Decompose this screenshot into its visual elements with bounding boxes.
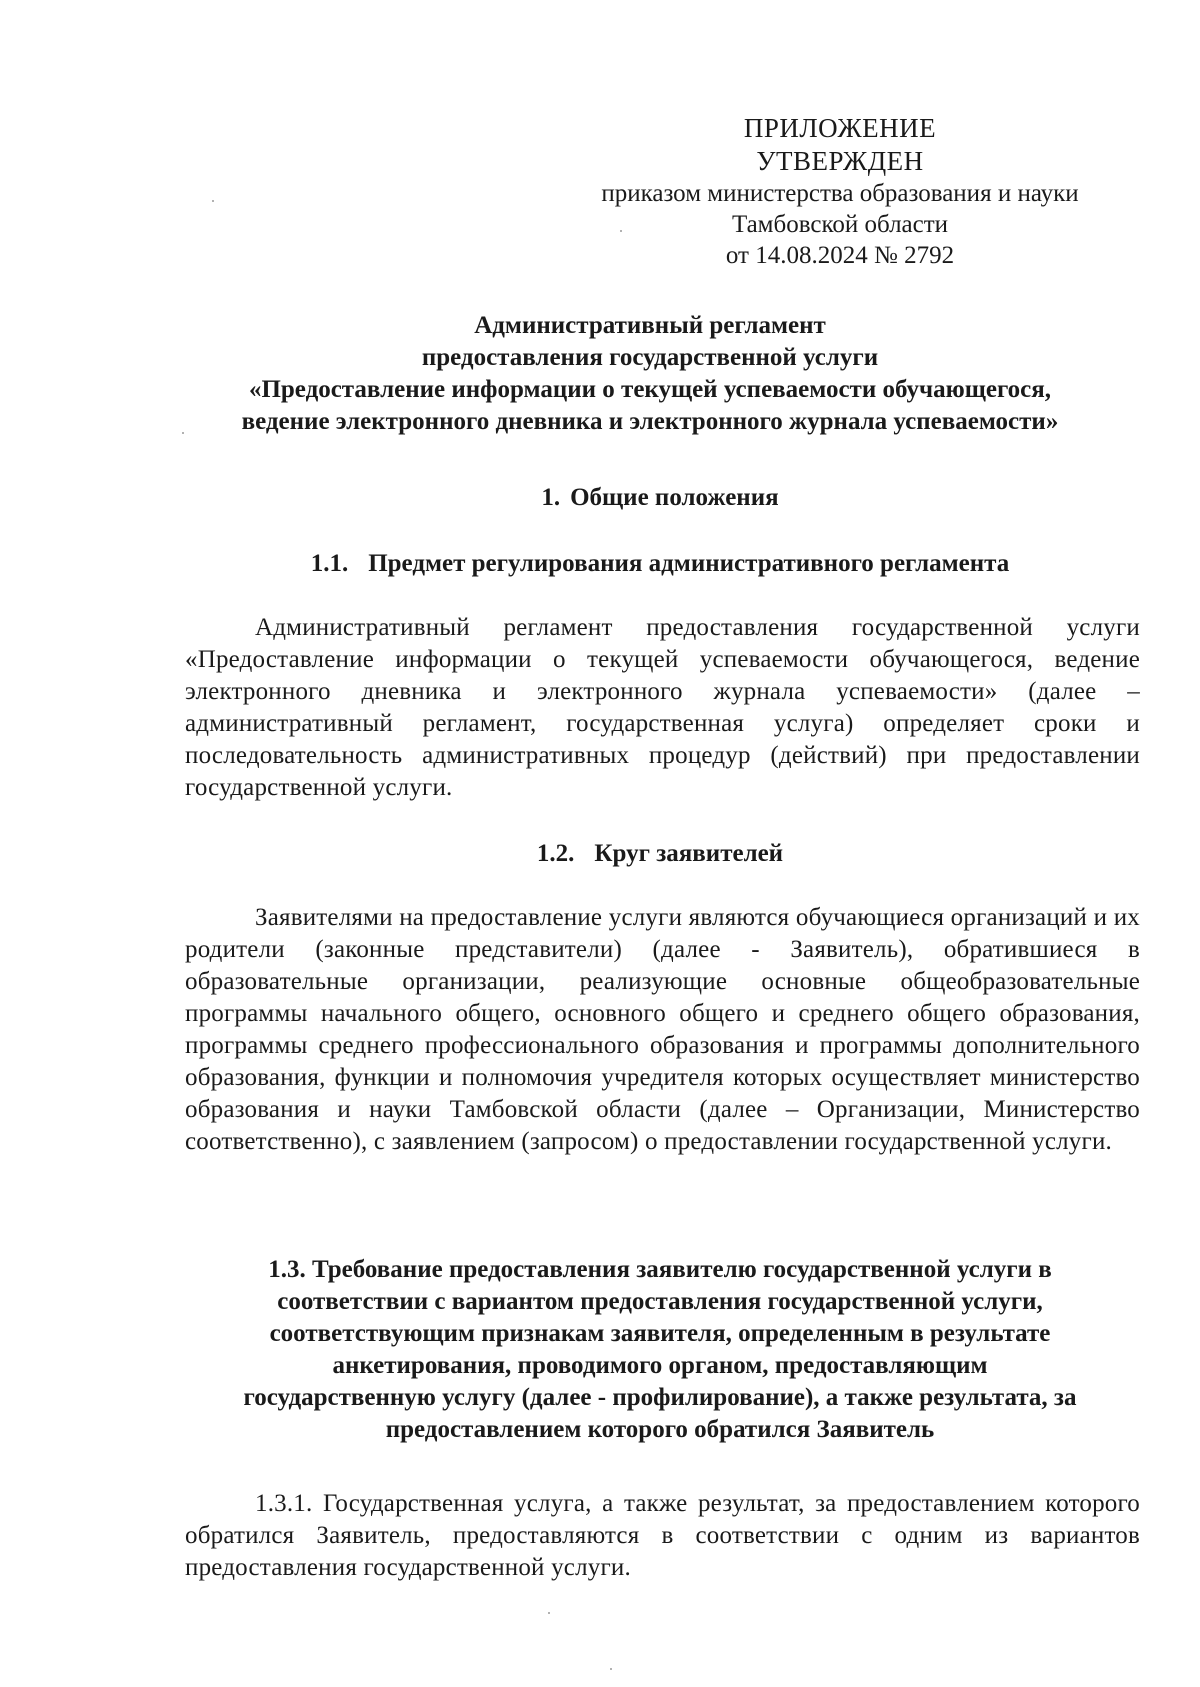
section-1-3-1-paragraph: 1.3.1. Государственная услуга, а также результат, за предоставлением которого обратился Заявитель, предоставляются в соответствии с одним из вариантов предоставления государственной услуги.: [185, 1490, 1140, 1581]
title-line: предоставления государственной услуги: [421, 344, 879, 371]
heading-line: предоставлением которого обратился Заявитель: [385, 1416, 935, 1443]
section-number: 1.1.: [310, 550, 349, 577]
section-title: Круг заявителей: [594, 840, 784, 867]
scan-speck: [610, 1668, 612, 1670]
approved-label: УТВЕРЖДЕН: [756, 146, 924, 176]
title-line: «Предоставление информации о текущей успеваемости обучающегося,: [248, 376, 1052, 403]
scan-speck: [212, 200, 214, 202]
approval-order-line: приказом министерства образования и науки: [601, 180, 1079, 207]
section-1-1-heading: [185, 548, 1135, 580]
section-title: Предмет регулирования административного регламента: [368, 550, 1010, 577]
section-1-2-paragraph: Заявителями на предоставление услуги являются обучающиеся организаций и их родители (законные представители) (далее - Заявитель), обратившиеся в образовательные организации, реализующие основные общеобразовательные программы начального общего, основного общего и среднего общего образования, программы среднего профессионального образования и программы дополнительного образования, функции и полномочия учредителя которых осуществляет министерство образования и науки Тамбовской области (далее – Организации, Министерство соответственно), с заявлением (запросом) о предоставлении государственной услуги.: [185, 904, 1140, 1155]
scan-speck: [182, 432, 184, 434]
scan-speck: [620, 230, 622, 232]
document-title: [150, 310, 1150, 438]
scan-speck: [548, 1612, 550, 1614]
section-1-3-heading: [170, 1254, 1150, 1446]
approval-region-line: Тамбовской области: [731, 211, 949, 238]
approval-block: [560, 112, 1120, 271]
appendix-label: ПРИЛОЖЕНИЕ: [743, 113, 937, 143]
section-title: Общие положения: [570, 484, 779, 511]
heading-line: соответствии с вариантом предоставления государственной услуги,: [277, 1288, 1043, 1315]
approval-date-number: от 14.08.2024 № 2792: [725, 242, 955, 269]
section-number: 1.: [541, 484, 561, 511]
heading-line: государственную услугу (далее - профилирование), а также результата, за: [243, 1384, 1077, 1411]
section-number: 1.2.: [536, 840, 575, 867]
heading-line: анкетирования, проводимого органом, предоставляющим: [332, 1352, 988, 1379]
section-1-1-paragraph: Административный регламент предоставления государственной услуги «Предоставление информации о текущей успеваемости обучающегося, ведение электронного дневника и электронного журнала успеваемости» (далее – административный регламент, государственная услуга) определяет сроки и последовательность административных процедур (действий) при предоставлении государственной услуги.: [185, 614, 1140, 801]
title-line: ведение электронного дневника и электронного журнала успеваемости»: [241, 408, 1059, 435]
section-1-heading: [400, 482, 920, 514]
heading-line: соответствующим признакам заявителя, определенным в результате: [269, 1320, 1051, 1347]
section-1-2-heading: [420, 838, 900, 870]
heading-line: 1.3. Требование предоставления заявителю государственной услуги в: [268, 1256, 1052, 1283]
title-line: Административный регламент: [474, 312, 826, 339]
